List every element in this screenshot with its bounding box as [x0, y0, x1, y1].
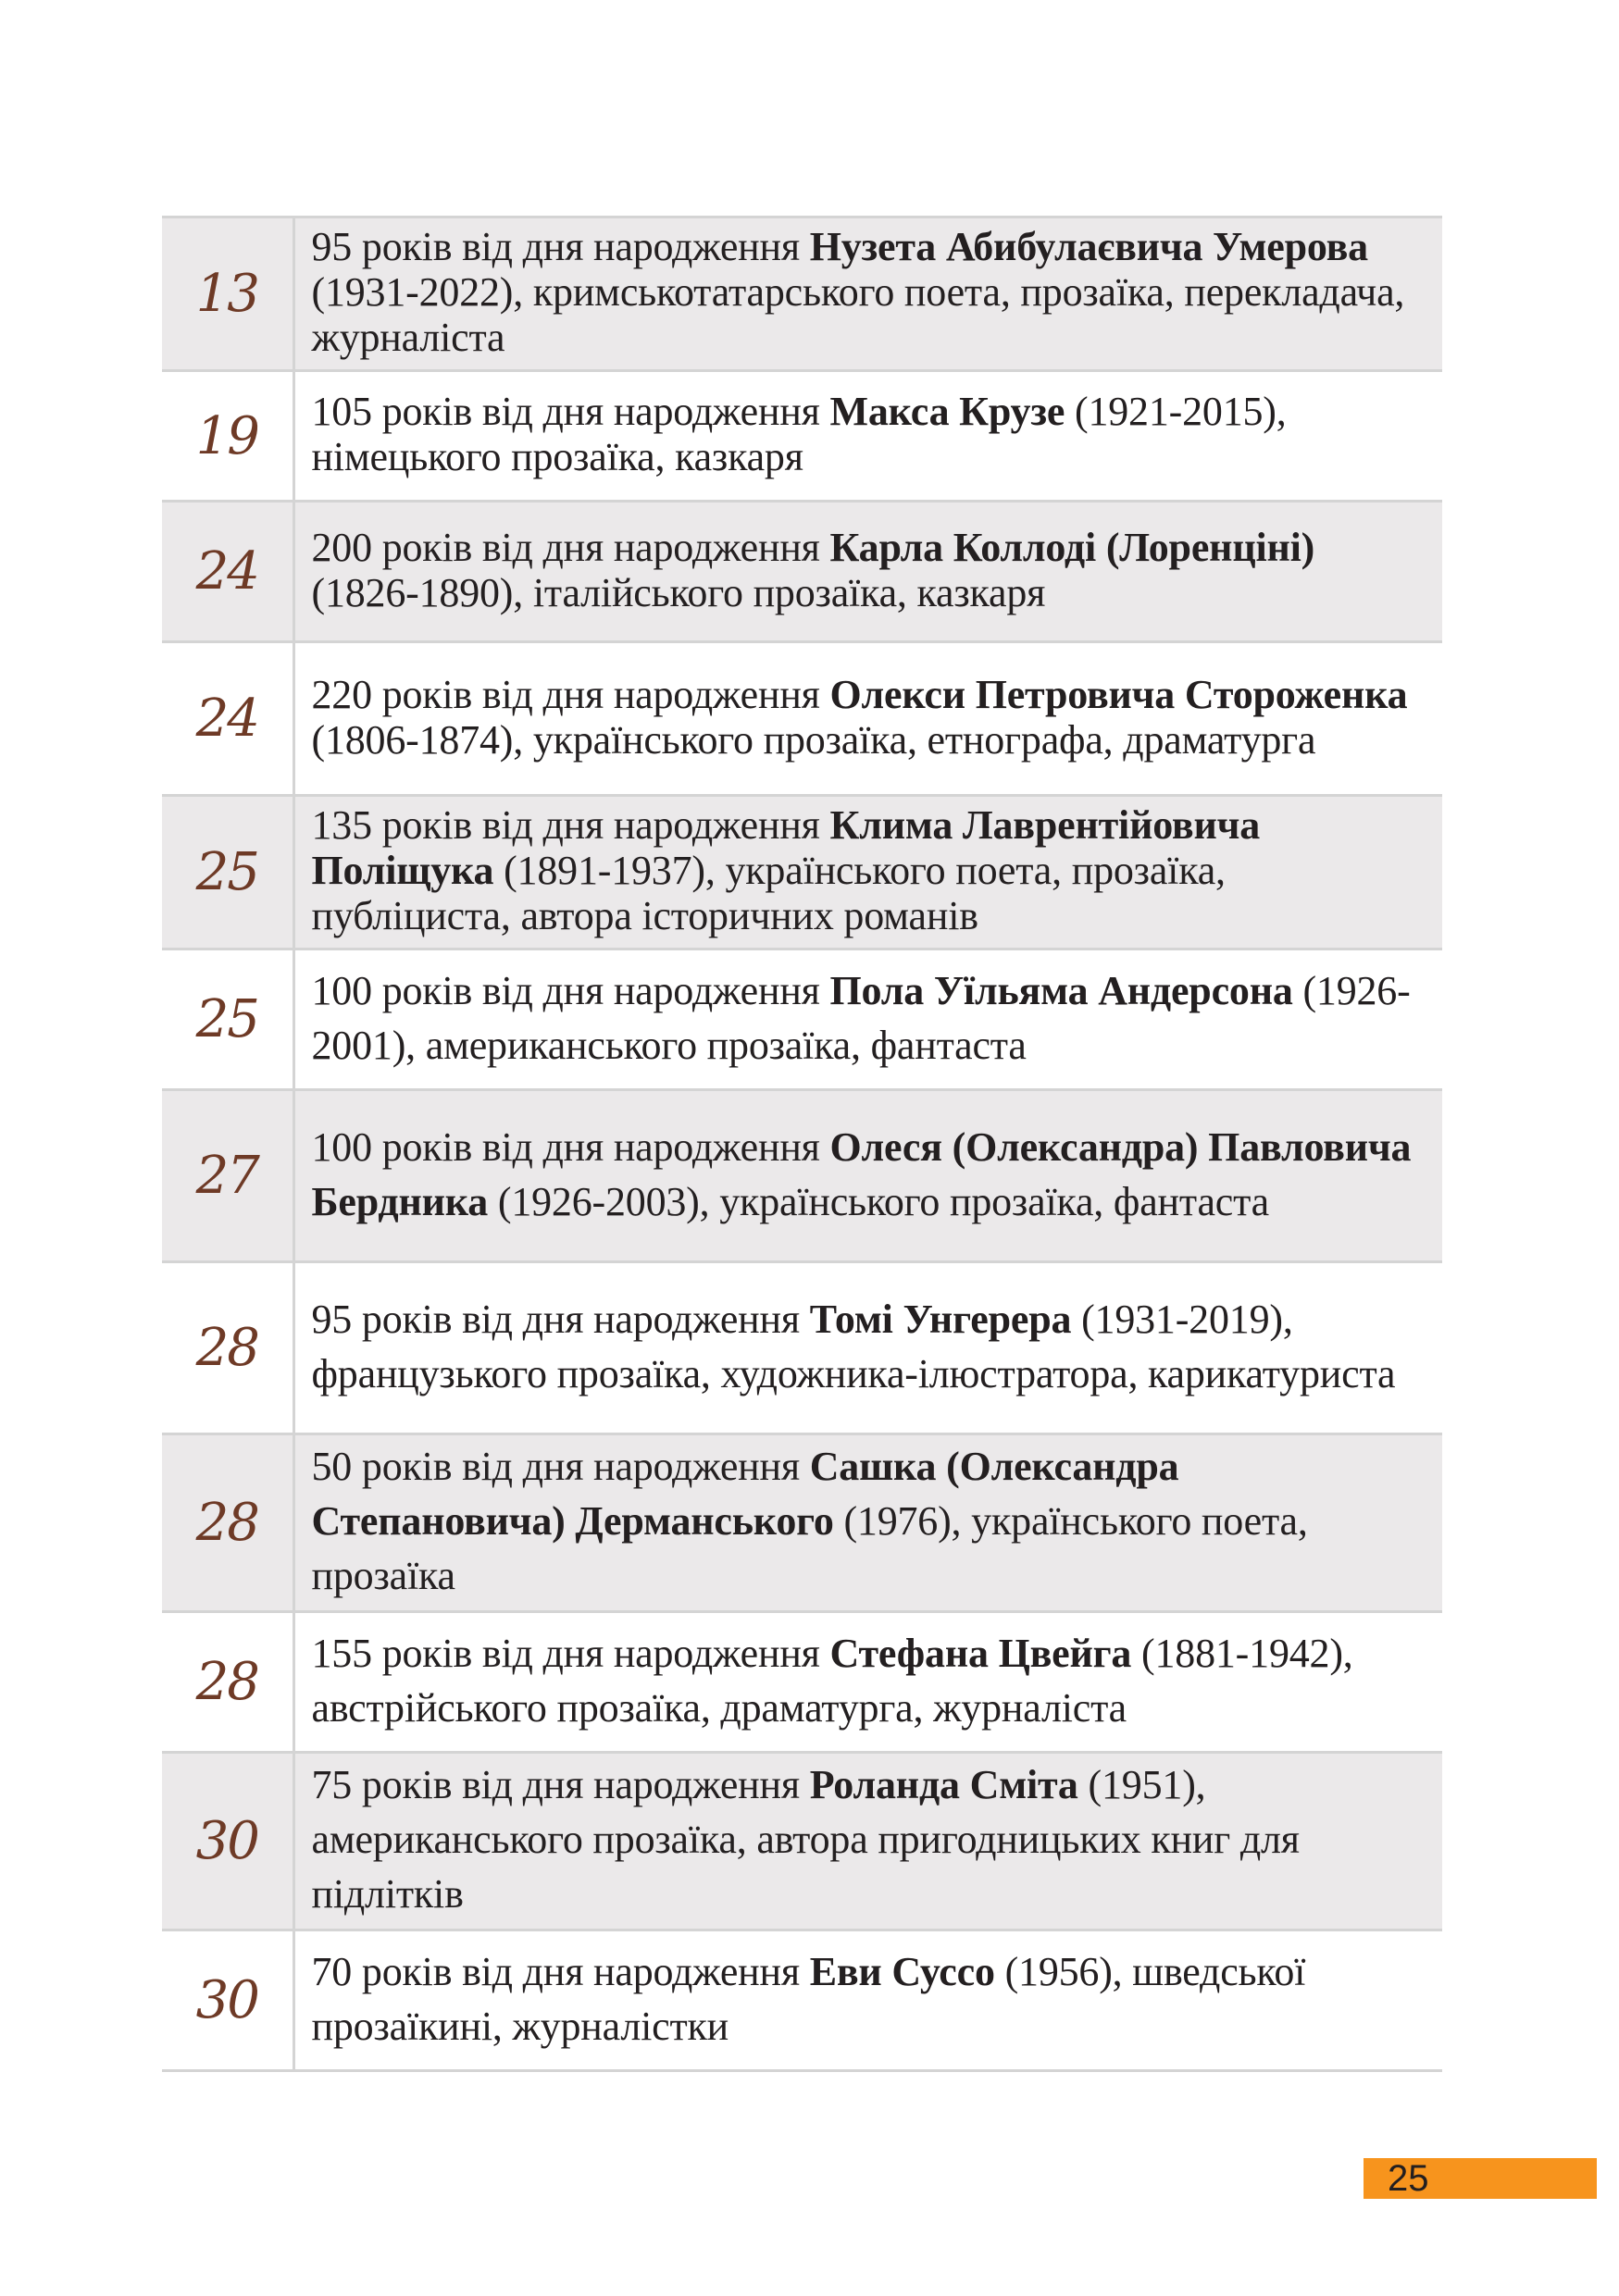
table-row: [162, 796, 1442, 949]
entry-details: (1921-2015), німецького прозаїка, казкаря: [311, 389, 1287, 479]
entry-description: [293, 502, 1442, 642]
person-name: Карла Коллоді (Лоренціні): [829, 524, 1315, 570]
entry-description: [293, 949, 1442, 1090]
person-name: Роланда Сміта: [809, 1762, 1078, 1807]
day-number: 25: [162, 796, 293, 949]
entry-details: (1931-2022), кримськотатарського поета, прозаїка, перекладача, журналіста: [311, 269, 1405, 360]
page-number-badge: [1364, 2158, 1597, 2199]
person-name: Сашка (Олександра Степановича) Дерманського: [311, 1444, 1179, 1544]
entry-prefix: 50 років від дня народження: [311, 1444, 810, 1489]
entry-description: [293, 1930, 1442, 2071]
entry-description: [293, 1434, 1442, 1612]
entry-prefix: 70 років від дня народження: [311, 1948, 810, 1994]
table-row: [162, 1262, 1442, 1434]
table-row: [162, 217, 1442, 371]
entry-details: (1926-2001), американського прозаїка, фантаста: [311, 967, 1411, 1068]
table-row: [162, 502, 1442, 642]
entry-prefix: 75 років від дня народження: [311, 1762, 810, 1807]
day-number: 30: [162, 1930, 293, 2071]
entry-prefix: 100 років від дня народження: [311, 1123, 830, 1170]
day-number: 27: [162, 1090, 293, 1262]
day-number: 24: [162, 642, 293, 796]
day-number: 13: [162, 217, 293, 371]
table-row: [162, 1612, 1442, 1753]
entry-prefix: 135 років від дня народження: [311, 802, 830, 848]
entry-details: (1826-1890), італійського прозаїка, казкаря: [311, 569, 1046, 615]
table-row: [162, 1434, 1442, 1612]
entry-prefix: 220 років від дня народження: [311, 671, 830, 717]
day-number: 28: [162, 1434, 293, 1612]
entry-description: [293, 371, 1442, 502]
table-row: [162, 949, 1442, 1090]
entry-description: [293, 1090, 1442, 1262]
person-name: Еви Суссо: [809, 1948, 995, 1994]
person-name: Олеся (Олександра) Павловича Бердника: [311, 1123, 1412, 1224]
day-number: 24: [162, 502, 293, 642]
person-name: Нузета Абибулаєвича Умерова: [809, 224, 1368, 269]
person-name: Олекси Петровича Стороженка: [829, 671, 1408, 717]
entry-details: (1976), українського поета, прозаїка: [311, 1498, 1308, 1598]
entry-prefix: 95 років від дня народження: [311, 224, 810, 269]
person-name: Стефана Цвейга: [829, 1630, 1132, 1676]
entry-prefix: 95 років від дня народження: [311, 1296, 810, 1342]
day-number: 28: [162, 1612, 293, 1753]
table-row: [162, 642, 1442, 796]
entry-details: (1891-1937), українського поета, прозаїка, публіциста, автора історичних романів: [311, 848, 1226, 938]
entry-description: [293, 642, 1442, 796]
table-row: [162, 1090, 1442, 1262]
person-name: Томі Унгерера: [809, 1296, 1072, 1342]
entry-details: (1881-1942), австрійського прозаїка, драматурга, журналіста: [311, 1630, 1353, 1731]
table-row: [162, 1753, 1442, 1930]
day-number: 28: [162, 1262, 293, 1434]
person-name: Макса Крузе: [829, 389, 1065, 434]
entry-details: (1931-2019), французького прозаїка, художника-ілюстратора, карикатуриста: [311, 1296, 1396, 1396]
entry-prefix: 200 років від дня народження: [311, 524, 830, 570]
entry-details: (1956), шведської прозаїкині, журналістки: [311, 1948, 1306, 2049]
entry-description: [293, 1753, 1442, 1930]
day-number: 25: [162, 949, 293, 1090]
entry-description: [293, 217, 1442, 371]
page-number: 25: [1388, 2158, 1429, 2199]
person-name: Пола Уїльяма Андерсона: [829, 967, 1293, 1013]
entry-description: [293, 796, 1442, 949]
entry-details: (1951), американського прозаїка, автора пригодницьких книг для підлітків: [311, 1762, 1300, 1917]
entry-prefix: 105 років від дня народження: [311, 389, 830, 434]
entry-prefix: 155 років від дня народження: [311, 1630, 830, 1676]
entry-description: [293, 1612, 1442, 1753]
table-row: [162, 371, 1442, 502]
table-row: [162, 1930, 1442, 2071]
person-name: Клима Лаврентійовича Поліщука: [311, 802, 1261, 893]
day-number: 19: [162, 371, 293, 502]
entry-description: [293, 1262, 1442, 1434]
anniversary-table: [162, 216, 1442, 2072]
day-number: 30: [162, 1753, 293, 1930]
entry-details: (1926-2003), українського прозаїка, фантаста: [488, 1178, 1270, 1224]
entry-details: (1806-1874), українського прозаїка, етнографа, драматурга: [311, 716, 1316, 763]
entry-prefix: 100 років від дня народження: [311, 967, 830, 1013]
